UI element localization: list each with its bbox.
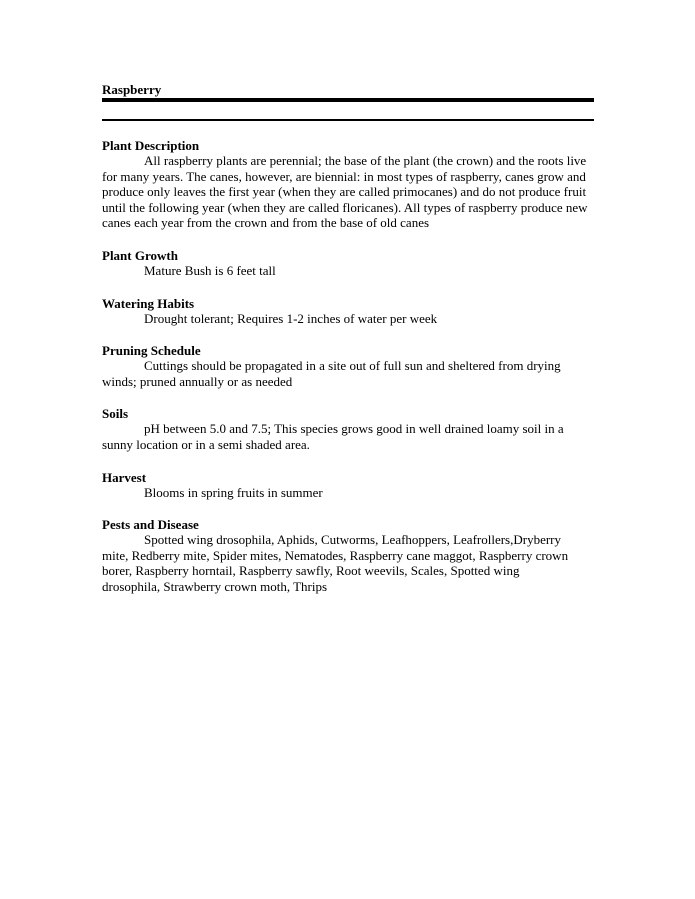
- section-heading: Plant Growth: [102, 247, 178, 263]
- section-body: All raspberry plants are perennial; the base of the plant (the crown) and the roots live for many years. The canes, however, are biennial: in most types of raspberry, canes grow and produce only leaves the first year (when they are called primocanes) and do not produce fruit until the following year (when they are called floricanes). All types of raspberry produce new canes each year from the crown and from the base of old canes: [102, 153, 588, 231]
- section-heading: Pruning Schedule: [102, 343, 201, 359]
- section-harvest: [102, 470, 602, 501]
- document-sections: [102, 138, 602, 612]
- title-divider-thick: [102, 98, 594, 102]
- section-soils: [102, 406, 602, 452]
- title-divider-thin: [102, 119, 594, 121]
- section-body: Blooms in spring fruits in summer: [144, 484, 323, 500]
- section-body: Spotted wing drosophila, Aphids, Cutworms, Leafhoppers, Leafrollers,Dryberry mite, Redberry mite, Spider mites, Nematodes, Raspberry cane maggot, Raspberry crown borer, Raspberry horntail, Raspberry sawfly, Root weevils, Scales, Spotted wing drosophila, Strawberry crown moth, Thrips: [102, 532, 569, 594]
- section-heading: Pests and Disease: [102, 517, 199, 533]
- section-body: Drought tolerant; Requires 1-2 inches of water per week: [144, 310, 438, 326]
- section-pests-and-disease: [102, 517, 602, 594]
- section-heading: Watering Habits: [102, 295, 195, 311]
- section-heading: Harvest: [102, 469, 147, 485]
- document-title: Raspberry: [102, 82, 162, 97]
- section-plant-description: [102, 138, 602, 231]
- section-heading: Plant Description: [102, 138, 200, 153]
- section-watering-habits: [102, 296, 602, 327]
- section-heading: Soils: [102, 406, 129, 422]
- section-body: Mature Bush is 6 feet tall: [144, 262, 276, 278]
- section-pruning-schedule: [102, 343, 602, 389]
- section-plant-growth: [102, 248, 602, 279]
- section-body: pH between 5.0 and 7.5; This species grows good in well drained loamy soil in a sunny location or in a semi shaded area.: [102, 421, 564, 452]
- section-body: Cuttings should be propagated in a site out of full sun and sheltered from drying winds; pruned annually or as needed: [102, 358, 561, 389]
